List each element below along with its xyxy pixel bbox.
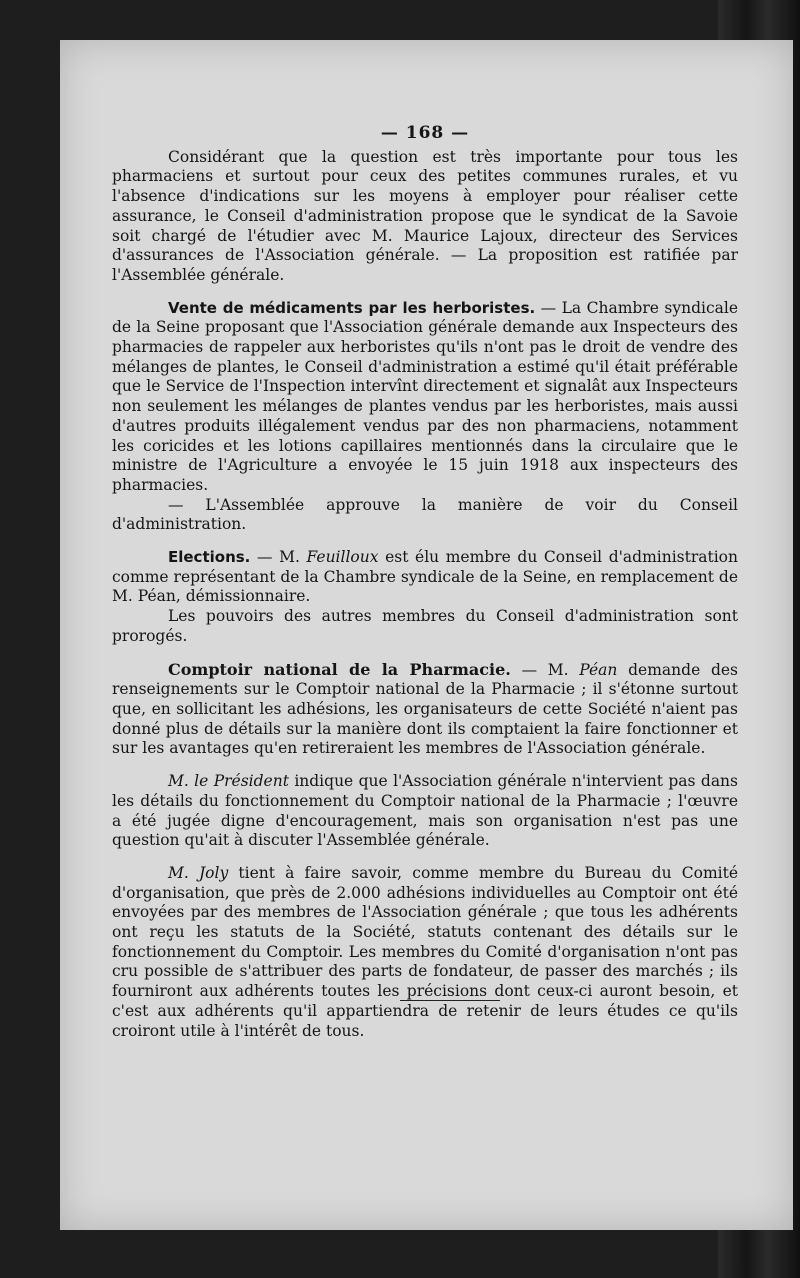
- paragraph-president: [112, 772, 738, 851]
- paragraph-comptoir: [112, 660, 738, 760]
- paragraph-herboristes: [112, 299, 738, 496]
- paragraph-president-text: indique que l'Association générale n'intervient pas dans les détails du fonctionnement du Comptoir national de la Pharmacie ; l'œuvre a été jugée digne d'encouragement, mais son organisation n'est pas une question qu'ait à discuter l'Assemblée générale.: [112, 772, 738, 850]
- paragraph-elections: [112, 548, 738, 607]
- page-body: [112, 124, 738, 1041]
- section-end-rule: [400, 1000, 500, 1001]
- paragraph-herboristes-decision: — L'Assemblée approuve la manière de voir du Conseil d'administration.: [112, 495, 738, 534]
- elections-dash: — M.: [250, 548, 307, 567]
- elections-name: Feuilloux: [306, 548, 379, 567]
- paragraph-herboristes-text: — La Chambre syndicale de la Seine proposant que l'Association générale demande aux Inspecteurs des pharmacies de rappeler aux herboristes qu'ils n'ont pas le droit de vendre des mélanges de plantes, le Conseil d'administration a estimé qu'il était préférable que le Service de l'Inspection intervînt directement et signalât aux Inspecteurs non seulement les mélanges de plantes vendus par les herboristes, mais aussi d'autres produits illégalement vendus par des non pharmaciens, notamment les coricides et les lotions capillaires mentionnés dans la circulaire que le ministre de l'Agriculture a envoyée le 15 juin 1918 aux inspecteurs des pharmacies.: [112, 298, 739, 494]
- paragraph-elections-follow: Les pouvoirs des autres membres du Conseil d'administration sont prorogés.: [112, 607, 738, 645]
- joly-name: M. Joly: [168, 863, 229, 882]
- section-heading-comptoir: Comptoir national de la Pharmacie.: [168, 659, 511, 679]
- section-heading-herboristes: Vente de médicaments par les herboristes.: [168, 298, 536, 317]
- paragraph-elections-text: est élu membre du Conseil d'administration comme représentant de la Chambre syndicale de la Seine, en remplacement de M. Péan, démissionnaire.: [112, 548, 738, 606]
- paragraph-comptoir-text: demande des renseignements sur le Comptoir national de la Pharmacie ; il s'étonne surtout que, en sollicitant les adhésions, les organisateurs de cette Société n'aient pas donné plus de détails sur la manière dont ils comptaient la faire fonctionner et sur les avantages qu'en retireraient les membres de l'Association générale.: [112, 660, 738, 758]
- comptoir-dash: — M.: [510, 660, 580, 679]
- page-number: — 168 —: [380, 123, 470, 143]
- paragraph-joly: [112, 864, 738, 1041]
- comptoir-name: Péan: [579, 660, 618, 679]
- paragraph-joly-text: tient à faire savoir, comme membre du Bureau du Comité d'organisation, que près de 2.000 adhésions individuelles au Comptoir ont été envoyées par des membres de l'Association générale ; que tous les adhérents ont reçu les statuts de la Société, statuts contenant des détails sur le fonctionnement du Comptoir. Les membres du Comité d'organisation n'ont pas cru possible de s'attribuer des parts de fondateur, de passer des marchés ; ils fourniront aux adhérents toutes les précisions dont ceux-ci auront besoin, et c'est aux adhérents qu'il appartiendra de retenir de leurs études ce qu'ils croiront utile à l'intérêt de tous.: [112, 863, 738, 1040]
- paragraph-savoie: Considérant que la question est très importante pour tous les pharmaciens et surtout pour ceux des petites communes rurales, et vu l'absence d'indications sur les moyens à employer pour réaliser cette assurance, le Conseil d'administration propose que le syndicat de la Savoie soit chargé de l'étudier avec M. Maurice Lajoux, directeur des Services d'assurances de l'Association générale. — La proposition est ratifiée par l'Assemblée générale.: [112, 147, 738, 284]
- section-heading-elections: Elections.: [168, 548, 251, 567]
- president-name: M. le Président: [168, 772, 289, 791]
